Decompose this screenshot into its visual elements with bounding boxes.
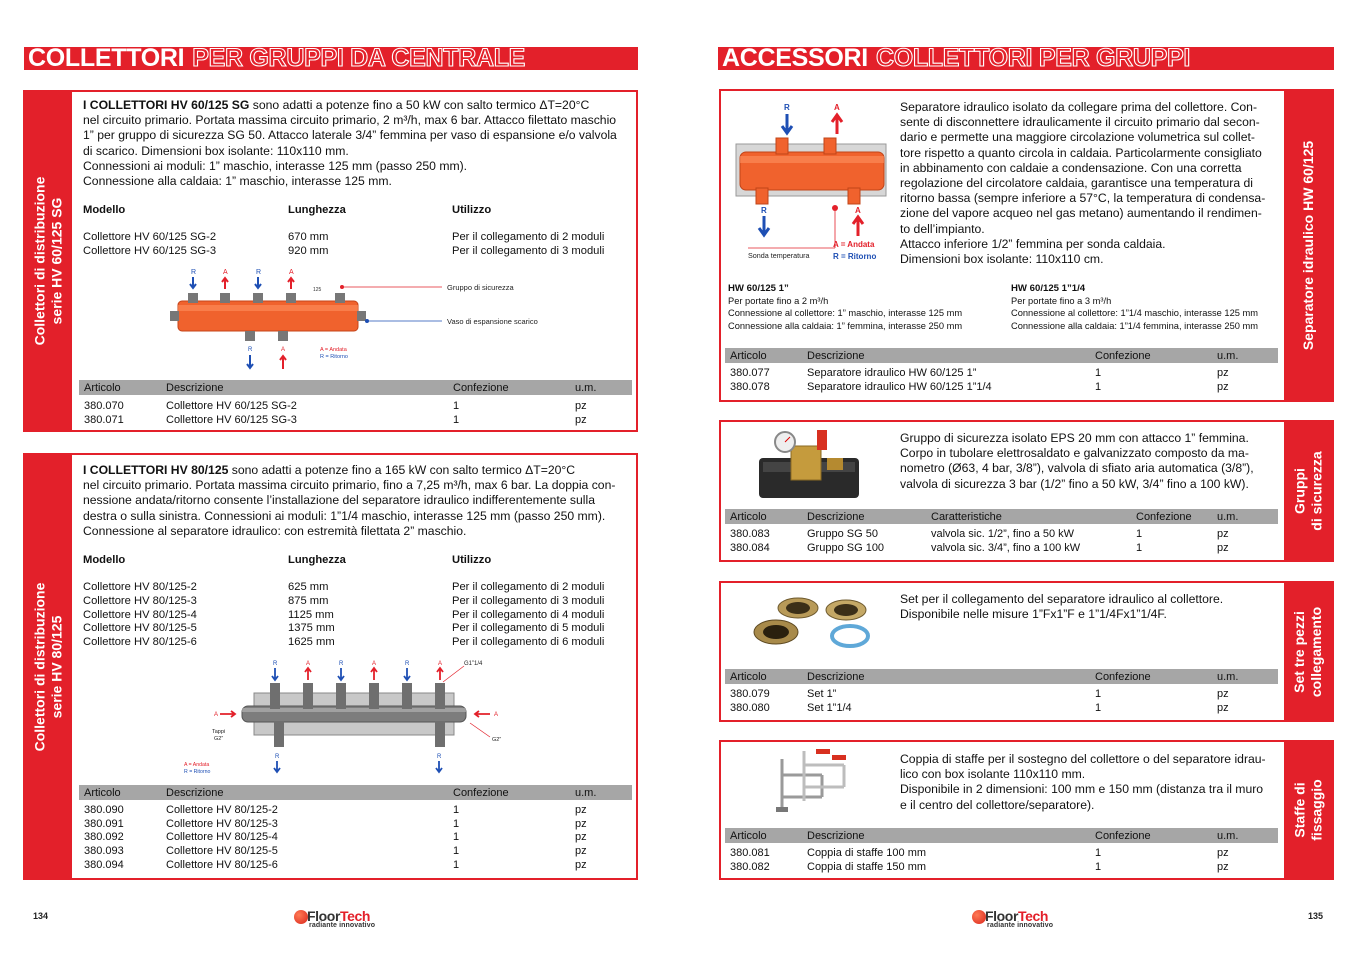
svg-text:R: R [761,206,767,215]
side-label-safety: Gruppi di sicurezza [1284,421,1333,561]
hv80-diagram [180,657,520,777]
probe-dot [832,205,838,211]
logo-tagline: radiante innovativo [987,922,1054,929]
intro-safety: Gruppo di sicurezza isolato EPS 20 mm con attacco 1” femmina. Corpo in tubolare elettrosaldato e galvanizzato composto da ma- nometro (Ø63, 4 bar, 3/8”), valvola di sfiato aria automatica (3/8”), valvola di sicurezza 3 bar (1/2” fino a 50 kW, 3/4” fino a 100 kW). [900,431,1254,491]
table-header: Articolo Descrizione Confezione u.m. [79,785,632,800]
article-table-separator [725,348,1278,394]
svg-text:A: A [281,347,286,353]
dim-label: 125 [313,287,322,293]
svg-text:R = Ritorno: R = Ritorno [833,252,877,261]
brand-logo-right: FloorTech radiante innovativo [972,908,1082,932]
left-banner-outline: PER GRUPPI DA CENTRALE [192,47,526,70]
article-table-fittings [725,669,1278,715]
intro-line: di scarico. Dimensioni box isolante: 110x110 mm. [83,143,349,158]
hv60-diagram [170,265,560,375]
svg-text:R: R [248,347,253,353]
separator-diagram [728,98,893,268]
svg-text:A: A [372,661,377,667]
spec-hw60-1: HW 60/125 1” Per portate fino a 2 m³/h Connessione al collettore: 1” maschio, interasse 125 mm Connessione alla caldaia: 1” femmina, interasse 250 mm [728,283,963,331]
top-arrow-label: A [223,269,228,276]
model-header: Modello [83,204,126,216]
svg-text:A: A [214,712,219,718]
model-row: Collettore HV 80/125-4 1125 mm Per il collegamento di 4 moduli [83,608,605,621]
side-label-line: serie HV 80/125 [48,615,64,718]
top-arrow-label: R [191,269,197,276]
side-label-line: serie HV 60/125 SG [48,197,64,325]
svg-text:A: A [494,712,499,718]
svg-text:R: R [784,103,790,112]
svg-text:R: R [273,661,278,667]
left-banner-solid: COLLETTORI [28,47,185,70]
table-row: 380.082 Coppia di staffe 150 mm 1 pz [730,860,1229,873]
model-row: Collettore HV 80/125-3 875 mm Per il collegamento di 3 moduli [83,594,605,607]
intro-line: Connessioni ai moduli: 1” maschio, interasse 125 mm (passo 250 mm). [83,158,468,173]
svg-text:G1”1/4: G1”1/4 [464,661,483,667]
fittings-photo [750,590,880,650]
spec-hw60-114: HW 60/125 1”1/4 Per portate fino a 3 m³/h Connessione al collettore: 1”1/4 maschio, interasse 125 mm Connessione alla caldaia: 1”1/4 femmina, interasse 250 mm [1011,283,1259,331]
intro-hv80 [83,463,629,539]
safety-group-photo [755,428,865,506]
svg-text:G2”: G2” [492,737,502,743]
use-header: Utilizzo [452,204,492,216]
table-row: 380.091 Collettore HV 80/125-3 1 pz [84,817,587,830]
intro-line: I COLLETTORI HV 80/125 sono adatti a potenze fino a 165 kW con salto termico ΔT=20°C [83,463,576,477]
page-number-left: 134 [33,911,49,921]
logo-tagline: radiante innovativo [309,922,376,929]
table-row: 380.081 Coppia di staffe 100 mm 1 pz [730,846,1229,859]
length-header: Lunghezza [288,204,346,216]
side-label-fittings: Set tre pezzi collegamento [1284,582,1333,721]
side-label-line: Collettori di distribuzione [31,582,47,751]
svg-text:R: R [339,661,344,667]
side-label-brackets: Staffe di fissaggio [1284,741,1333,879]
table-header: Articolo Descrizione Confezione u.m. [79,380,632,395]
hv80-top-arrows [272,661,443,680]
page-number-right: 135 [1308,911,1324,921]
article-table-hv80 [79,785,632,872]
svg-text:R: R [275,754,280,760]
table-row: 380.079 Set 1” 1 pz [730,687,1229,700]
intro-separator: Separatore idraulico isolato da collegare prima del collettore. Con- sente di disconnettere idraulicamente il circuito primario dal secon- dario e permette una maggiore circolazione volumetrica sul collet- tore rispetto a quanto circola in caldaia. Particolarmente consigliato in abbinamento con caldaie a condensazione. Con una corretta regolazione del circolatore caldaia, garantisce una temperatura di ritorno bassa (sempre inferiore a 57°C, la temperatura di condensa- zione del vapore acqueo nel gas metano) aumentando il rendimen- to dell’impianto. Attacco inferiore 1/2” femmina per sonda caldaia. Dimensioni box isolante: 110x110 cm. [900,100,1266,267]
model-row: Collettore HV 60/125 SG-2 670 mm Per il collegamento di 2 moduli [83,231,605,243]
intro-line: Connessione al separatore idraulico: con estremità filettata 2” maschio. [83,523,467,538]
side-label-line: Collettori di distribuzione [31,176,47,346]
table-row: 380.094 Collettore HV 80/125-6 1 pz [84,859,587,872]
model-table-hv60 [83,204,652,259]
table-row: 380.080 Set 1”1/4 1 pz [730,701,1229,714]
table-row: 380.090 Collettore HV 80/125-2 1 pz [84,803,587,816]
article-table-brackets [725,828,1278,874]
svg-text:R: R [437,754,442,760]
right-banner [718,47,1334,70]
model-row: Collettore HV 80/125-2 625 mm Per il collegamento di 2 moduli [83,581,605,593]
side-label-hv80 [24,454,72,879]
legend-r: R = Ritorno [320,354,348,360]
hv60-top-arrows [190,269,294,289]
side-label-hv60 [24,91,72,431]
table-header: Articolo Descrizione Confezione u.m. [725,828,1278,843]
brand-logo-left: FloorTech radiante innovativo [294,908,404,932]
intro-line: Connessione alla caldaia: 1” maschio, interasse 125 mm. [83,174,392,189]
svg-text:A = Andata: A = Andata [833,240,875,249]
intro-line: I COLLETTORI HV 60/125 SG sono adatti a potenze fino a 50 kW con salto termico ΔT=20°C [83,98,590,112]
article-table-hv60 [79,380,632,427]
seal-ring-icon [832,626,868,646]
model-row: Collettore HV 60/125 SG-3 920 mm Per il collegamento di 3 moduli [83,244,605,257]
logo-dot-icon [972,910,986,924]
legend-a: A = Andata [320,347,347,353]
table-header: Articolo Descrizione Confezione u.m. [725,669,1278,684]
svg-text:Tappi: Tappi [212,729,226,735]
table-row: 380.078 Separatore idraulico HW 60/125 1”1/4 1 pz [730,380,1229,393]
right-banner-solid: ACCESSORI [722,47,868,70]
intro-line: nel circuito primario. Portata massima circuito primario, fino a 7,25 m³/h, max 6 bar. La doppia con- [83,478,616,493]
svg-text:R = Ritorno: R = Ritorno [184,769,211,775]
svg-text:A: A [438,661,443,667]
intro-line: nel circuito primario. Portata massima circuito primario, 2 m³/h, max 6 bar. Attacco filettato maschio [83,113,617,128]
svg-text:A: A [855,206,861,215]
right-banner-outline: COLLETTORI PER GRUPPI [875,47,1191,70]
label-expansion: Vaso di espansione scarico [447,317,538,326]
table-row: 380.083 Gruppo SG 50 valvola sic. 1/2”, fino a 50 kW 1 pz [730,527,1229,540]
intro-line: nessione andata/ritorno consente l’installazione del separatore idraulico indifferentemente sulla [83,493,595,508]
model-row: Collettore HV 80/125-5 1375 mm Per il collegamento di 5 moduli [83,622,605,635]
side-label-separator: Separatore idraulico HW 60/125 [1284,90,1333,401]
intro-fittings: Set per il collegamento del separatore idraulico al collettore. Disponibile nelle misure 1”Fx1”F e 1”1/4Fx1”1/4F. [900,592,1224,622]
hv60-bottom-arrows [247,347,286,369]
svg-text:R: R [405,661,410,667]
hv80-bottom-arrows [274,754,442,772]
svg-text:A: A [834,103,840,112]
table-row: 380.084 Gruppo SG 100 valvola sic. 3/4”, fino a 100 kW 1 pz [730,541,1229,554]
model-table-hv80: Modello Lunghezza Utilizzo Collettore HV 80/125-2 625 mm Per il collegamento di 2 moduli Collettore HV 80/125-3 875 mm Per il collegamento di 3 moduli Collettore HV 80/125-4 1125 mm Per il collegamento di 4 moduli Collettore HV 80/125-5 1375 mm Per il collegamento di 5 moduli Collettore HV 80/125-6 1625 mm Per il collegamento di 6 moduli [83,554,652,650]
brackets-photo [770,745,860,817]
intro-brackets: Coppia di staffe per il sostegno del collettore o del separatore idrau- lico con box isolante 110x110 mm. Disponibile in 2 dimensioni: 100 mm e 150 mm (distanza tra il muro e il centro del collettore/separatore). [900,752,1266,812]
model-row: Collettore HV 80/125-6 1625 mm Per il collegamento di 6 moduli [83,636,605,649]
table-row: 380.077 Separatore idraulico HW 60/125 1” 1 pz [730,366,1229,379]
intro-line: destra o sulla sinistra. Connessioni ai moduli: 1”1/4 maschio, interasse 125 mm (passo 250 mm). [83,508,606,523]
svg-text:G2”: G2” [214,736,224,742]
table-row: 380.093 Collettore HV 80/125-5 1 pz [84,845,587,858]
label-safety: Gruppo di sicurezza [447,283,514,292]
top-arrow-label: A [289,269,294,276]
svg-text:A = Andata: A = Andata [184,762,210,768]
logo-dot-icon [294,910,308,924]
intro-line: 1” per gruppo di sicurezza SG 50. Attacco laterale 3/4” femmina per vaso di espansione e/o valvola [83,128,617,143]
table-header: Articolo Descrizione Caratteristiche Confezione u.m. [725,509,1278,524]
article-table-safety [725,509,1278,555]
intro-hv60 [83,98,629,189]
top-arrow-label: R [256,269,262,276]
table-row: 380.070 Collettore HV 60/125 SG-2 1 pz [84,399,587,412]
probe-label: Sonda temperatura [748,251,810,260]
left-banner [24,47,638,70]
svg-text:A: A [306,661,311,667]
table-row: 380.092 Collettore HV 80/125-4 1 pz [84,831,587,844]
table-header: Articolo Descrizione Confezione u.m. [725,348,1278,363]
table-row: 380.071 Collettore HV 60/125 SG-3 1 pz [84,413,587,426]
